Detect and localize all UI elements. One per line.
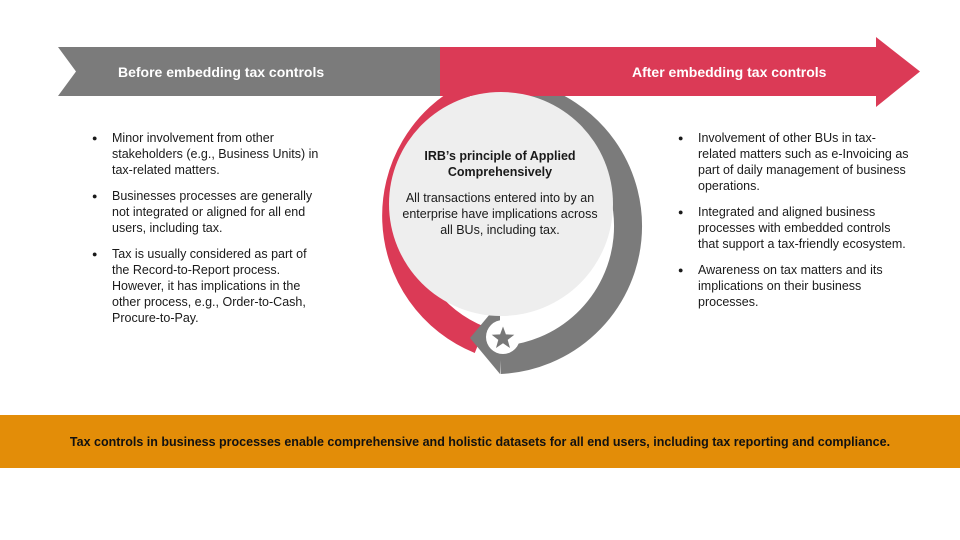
after-bullet-item: ● Awareness on tax matters and its implications on their business processes. (678, 262, 910, 310)
before-bullet-list (92, 130, 322, 336)
center-text-block (396, 148, 604, 238)
center-body: All transactions entered into by an enterprise have implications across all BUs, including tax. (402, 191, 598, 237)
before-bullet-item: ● Minor involvement from other stakeholders (e.g., Business Units) in tax-related matters. (92, 130, 322, 178)
banner-text: Tax controls in business processes enable comprehensive and holistic datasets for all end users, including tax reporting and compliance. (69, 434, 891, 449)
after-arrow-label: After embedding tax controls (632, 64, 827, 80)
before-arrow-label: Before embedding tax controls (118, 64, 325, 80)
after-bullet-item: ● Involvement of other BUs in tax-related matters such as e-Invoicing as part of daily management of business operations. (678, 130, 910, 194)
before-bullet-item: ● Tax is usually considered as part of the Record-to-Report process. However, it has implications in the other process, e.g., Order-to-Cash, Procure-to-Pay. (92, 246, 322, 326)
star-icon (486, 320, 520, 354)
bottom-banner (0, 415, 960, 468)
center-title: IRB’s principle of Applied Comprehensively (424, 149, 576, 179)
before-bullet-item: ● Businesses processes are generally not integrated or aligned for all end users, including tax. (92, 188, 322, 236)
after-bullet-list (678, 130, 910, 320)
after-bullet-item: ● Integrated and aligned business processes with embedded controls that support a tax-friendly ecosystem. (678, 204, 910, 252)
